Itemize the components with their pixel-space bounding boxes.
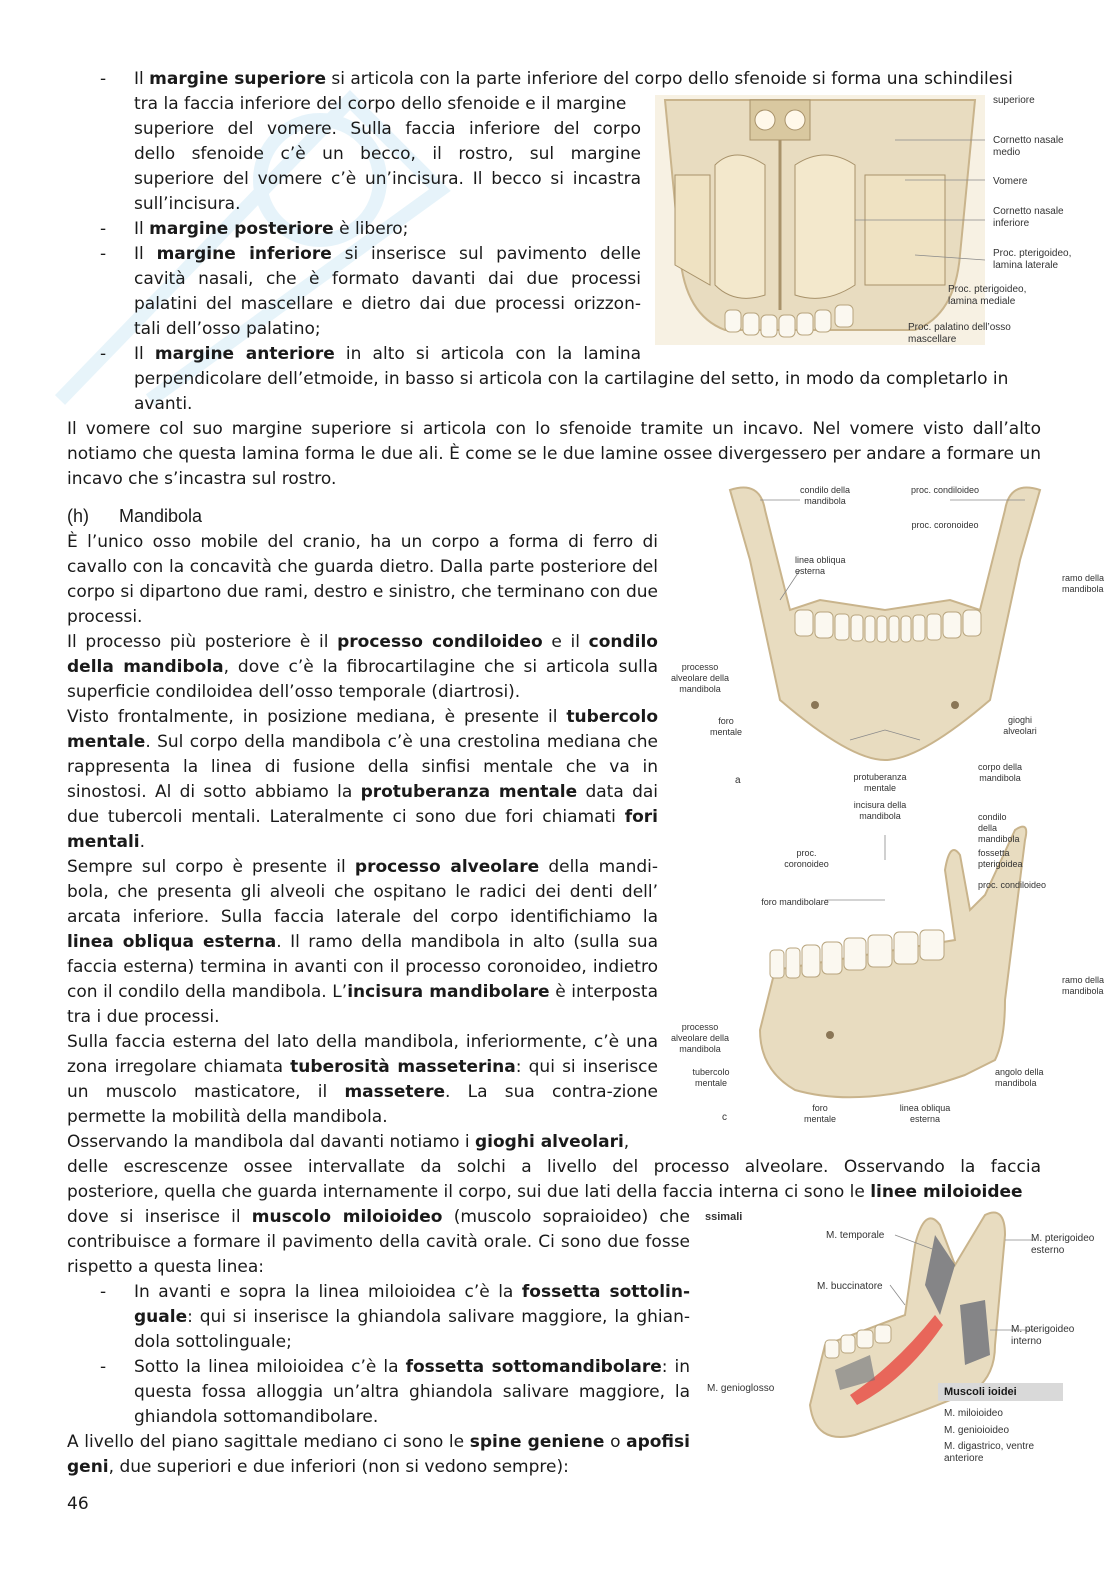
- label-proc-condiloideo-lateral: proc. condiloideo: [978, 880, 1047, 890]
- label-coronoideo-lateral: proc. coronoideo: [784, 848, 829, 869]
- label-fossetta-pterigoidea: fossetta pterigoidea: [978, 848, 1023, 869]
- figure-title-fragment: ssimali: [705, 1211, 743, 1223]
- bullet-margine-posteriore: Il margine posteriore è libero;: [134, 219, 409, 239]
- bullet-dash: -: [100, 69, 107, 89]
- paragraph-4: Sempre sul corpo è presente il processo alveolare della mandi-bola, che presenta gli alveoli che ospitano le radici dei denti dell’ arcata inferiore. Sulla faccia laterale del corpo identifichiamo la linea obliqua esterna. Il ramo della mandibola in alto (sulla sua faccia esterna) termina in avanti con il processo coronoideo, indietro con il condilo della mandibola. L’incisura mandibolare è interposta tra i due processi.: [67, 857, 659, 1027]
- label-angolo-mandibola: angolo della mandibola: [995, 1067, 1044, 1088]
- section-heading: (h) Mandibola: [67, 506, 203, 526]
- label-linea-obliqua-lateral: linea obliqua esterna: [899, 1103, 951, 1124]
- label-proc-coronoideo: proc. coronoideo: [911, 520, 979, 530]
- paragraph-6-line1: Osservando la mandibola dal davanti notiamo i gioghi alveolari,: [67, 1132, 630, 1152]
- margine-inferiore-continued: cavità nasali, che è formato davanti dai due processi palatini del mascellare e dietro dai due processi orizzon- tali dell’osso palatino;: [134, 269, 641, 339]
- paragraph-1: È l’unico osso mobile del cranio, ha un corpo a forma di ferro di cavallo con la concavità che guarda dietro. Dalla parte posteriore del corpo si dipartono due rami, destro e sinistro, che terminano con due processi.: [67, 532, 658, 627]
- paragraph-3: Visto frontalmente, in posizione mediana, è presente il tubercolo mentale. Sul corpo della mandibola c’è una crestolina mediana che rappresenta la linea di fusione della sinfisi mentale che va in sinostosi. Al di sotto abbiamo la protuberanza mentale data dai due tubercoli mentali. Lateralmente ci sono due fori chiamati fori mentali.: [67, 707, 658, 852]
- label-tubercolo-mentale: tubercolo mentale: [692, 1067, 730, 1088]
- label-corpo-mandibola: corpo della mandibola: [977, 762, 1023, 783]
- label-foro-mentale-lateral: foro mentale: [803, 1103, 837, 1124]
- label-incisura-mandibola: incisura della mandibola: [853, 800, 907, 821]
- paragraph-6-line3: posteriore, quella che guarda internamente il corpo, sui due lati della faccia interna ci sono le linee miloioidee: [67, 1182, 1023, 1202]
- label-condilo-lateral: condilo della mandibola: [978, 812, 1020, 844]
- bullet-dash: -: [100, 244, 107, 264]
- figure-letter-a: a: [735, 775, 741, 786]
- label-m-pterigoideo-interno: M. pterigoideo interno: [1011, 1324, 1075, 1347]
- label-proc-palatino: Proc. palatino dell’osso mascellare: [908, 322, 1011, 345]
- label-processo-alveolare-lateral: processo alveolare della mandibola: [670, 1022, 730, 1054]
- label-vomere: Vomere: [993, 176, 1028, 187]
- mandibola-text-block: [67, 530, 658, 1130]
- label-m-buccinatore: M. buccinatore: [817, 1281, 883, 1292]
- label-m-genioglosso: M. genioglosso: [707, 1383, 775, 1394]
- bullet-fossetta-sottomandibolare: Sotto la linea miloioidea c’è la fossetta sottomandibolare: in questa fossa alloggia un’altra ghiandola salivare maggiore, la ghiandola sottomandibolare.: [134, 1357, 690, 1427]
- label-condilo-mandibola: condilo della mandibola: [799, 485, 851, 506]
- bullet-margine-anteriore: Il margine anteriore in alto si articola con la lamina: [134, 344, 642, 364]
- label-foro-mandibolare: foro mandibolare: [761, 897, 829, 907]
- label-superiore: superiore: [993, 95, 1035, 106]
- label-m-temporale: M. temporale: [826, 1230, 885, 1241]
- label-foro-mentale: foro mentale: [709, 716, 743, 737]
- bullet-dash: -: [100, 1357, 107, 1377]
- label-ramo-lateral: ramo della mandibola: [1062, 975, 1105, 996]
- paragraph-2: Il processo più posteriore è il processo condiloideo e il condilo della mandibola, dove c’è la fibrocartilagine che si articola sulla superficie condiloidea dell’osso temporale (diartrosi).: [67, 632, 658, 702]
- label-pterigoideo-mediale: Proc. pterigoideo, lamina mediale: [948, 284, 1027, 307]
- paragraph-6-line2: delle escrescenze ossee intervallate da solchi a livello del processo alveolare. Osservando la faccia: [67, 1157, 1041, 1177]
- paragraph-7: dove si inserisce il muscolo miloioideo (muscolo sopraioideo) che contribuisce a formare il pavimento della cavità orale. Ci sono due fosse rispetto a questa linea:: [67, 1207, 690, 1277]
- legend-m-miloioideo: M. miloioideo: [944, 1408, 1003, 1419]
- label-proc-condiloideo: proc. condiloideo: [910, 485, 980, 495]
- label-ramo-mandibola: ramo della mandibola: [1062, 573, 1105, 594]
- legend-m-genioioideo: M. genioioideo: [944, 1425, 1010, 1436]
- label-cornetto-nasale-inferiore: Cornetto nasale inferiore: [993, 206, 1064, 229]
- label-m-pterigoideo-esterno: M. pterigoideo esterno: [1031, 1233, 1095, 1256]
- bullet-dash: -: [100, 344, 107, 364]
- label-processo-alveolare: processo alveolare della mandibola: [670, 662, 730, 694]
- bullet-fossetta-sottolinguale: In avanti e sopra la linea miloioidea c’è la fossetta sottolin-guale: qui si inserisce la ghiandola salivare maggiore, la ghian-dola sottolinguale;: [134, 1282, 691, 1352]
- paragraph-5: Sulla faccia esterna del lato della mandibola, inferiormente, c’è una zona irregolare chiamata tuberosità masseterina: qui si inserisce un muscolo masticatore, il massetere. La sua contra-zione permette la mobilità della mandibola.: [67, 1032, 658, 1127]
- margine-anteriore-continued: perpendicolare dell’etmoide, in basso si articola con la cartilagine del setto, in modo da completarlo in avanti.: [134, 369, 1009, 414]
- label-gioghi-alveolari: gioghi alveolari: [1003, 715, 1037, 736]
- label-pterigoideo-laterale: Proc. pterigoideo, lamina laterale: [993, 248, 1072, 271]
- paragraph-8: A livello del piano sagittale mediano ci sono le spine geniene o apofisi geni, due superiori e due inferiori (non si vedono sempre):: [67, 1432, 690, 1477]
- legend-muscoli-ioidei: Muscoli ioidei: [938, 1383, 1063, 1401]
- margine-superiore-continued: tra la faccia inferiore del corpo dello sfenoide e il margine superiore del vomere. Sulla faccia inferiore del corpo dello sfenoide c’è un becco, il rostro, sul margine superiore del vomere c’è un’incisura. Il becco si incastra sull’incisura.: [134, 94, 641, 214]
- label-linea-obliqua: linea obliqua esterna: [795, 555, 846, 576]
- vomere-paragraph: Il vomere col suo margine superiore si articola con lo sfenoide tramite un incavo. Nel vomere visto dall’alto notiamo che questa lamina forma le due ali. È come se le due lamine ossee divergessero per andare a formare un incavo che s’incastra sul rostro.: [67, 419, 1041, 489]
- label-cornetto-nasale-medio: Cornetto nasale medio: [993, 135, 1064, 158]
- bullet-margine-superiore: Il margine superiore si articola con la parte inferiore del corpo dello sfenoide si forma una schindilesi: [134, 69, 1013, 89]
- bullet-dash: -: [100, 1282, 107, 1302]
- label-protuberanza-mentale: protuberanza mentale: [853, 772, 907, 793]
- skull-coronal-figure: [655, 95, 985, 345]
- legend-m-digastrico: M. digastrico, ventre anteriore: [944, 1441, 1035, 1464]
- figure-letter-c: c: [722, 1112, 727, 1123]
- bullet-dash: -: [100, 219, 107, 239]
- page-number: 46: [67, 1494, 89, 1514]
- bullet-margine-inferiore: Il margine inferiore si inserisce sul pavimento delle: [134, 244, 642, 264]
